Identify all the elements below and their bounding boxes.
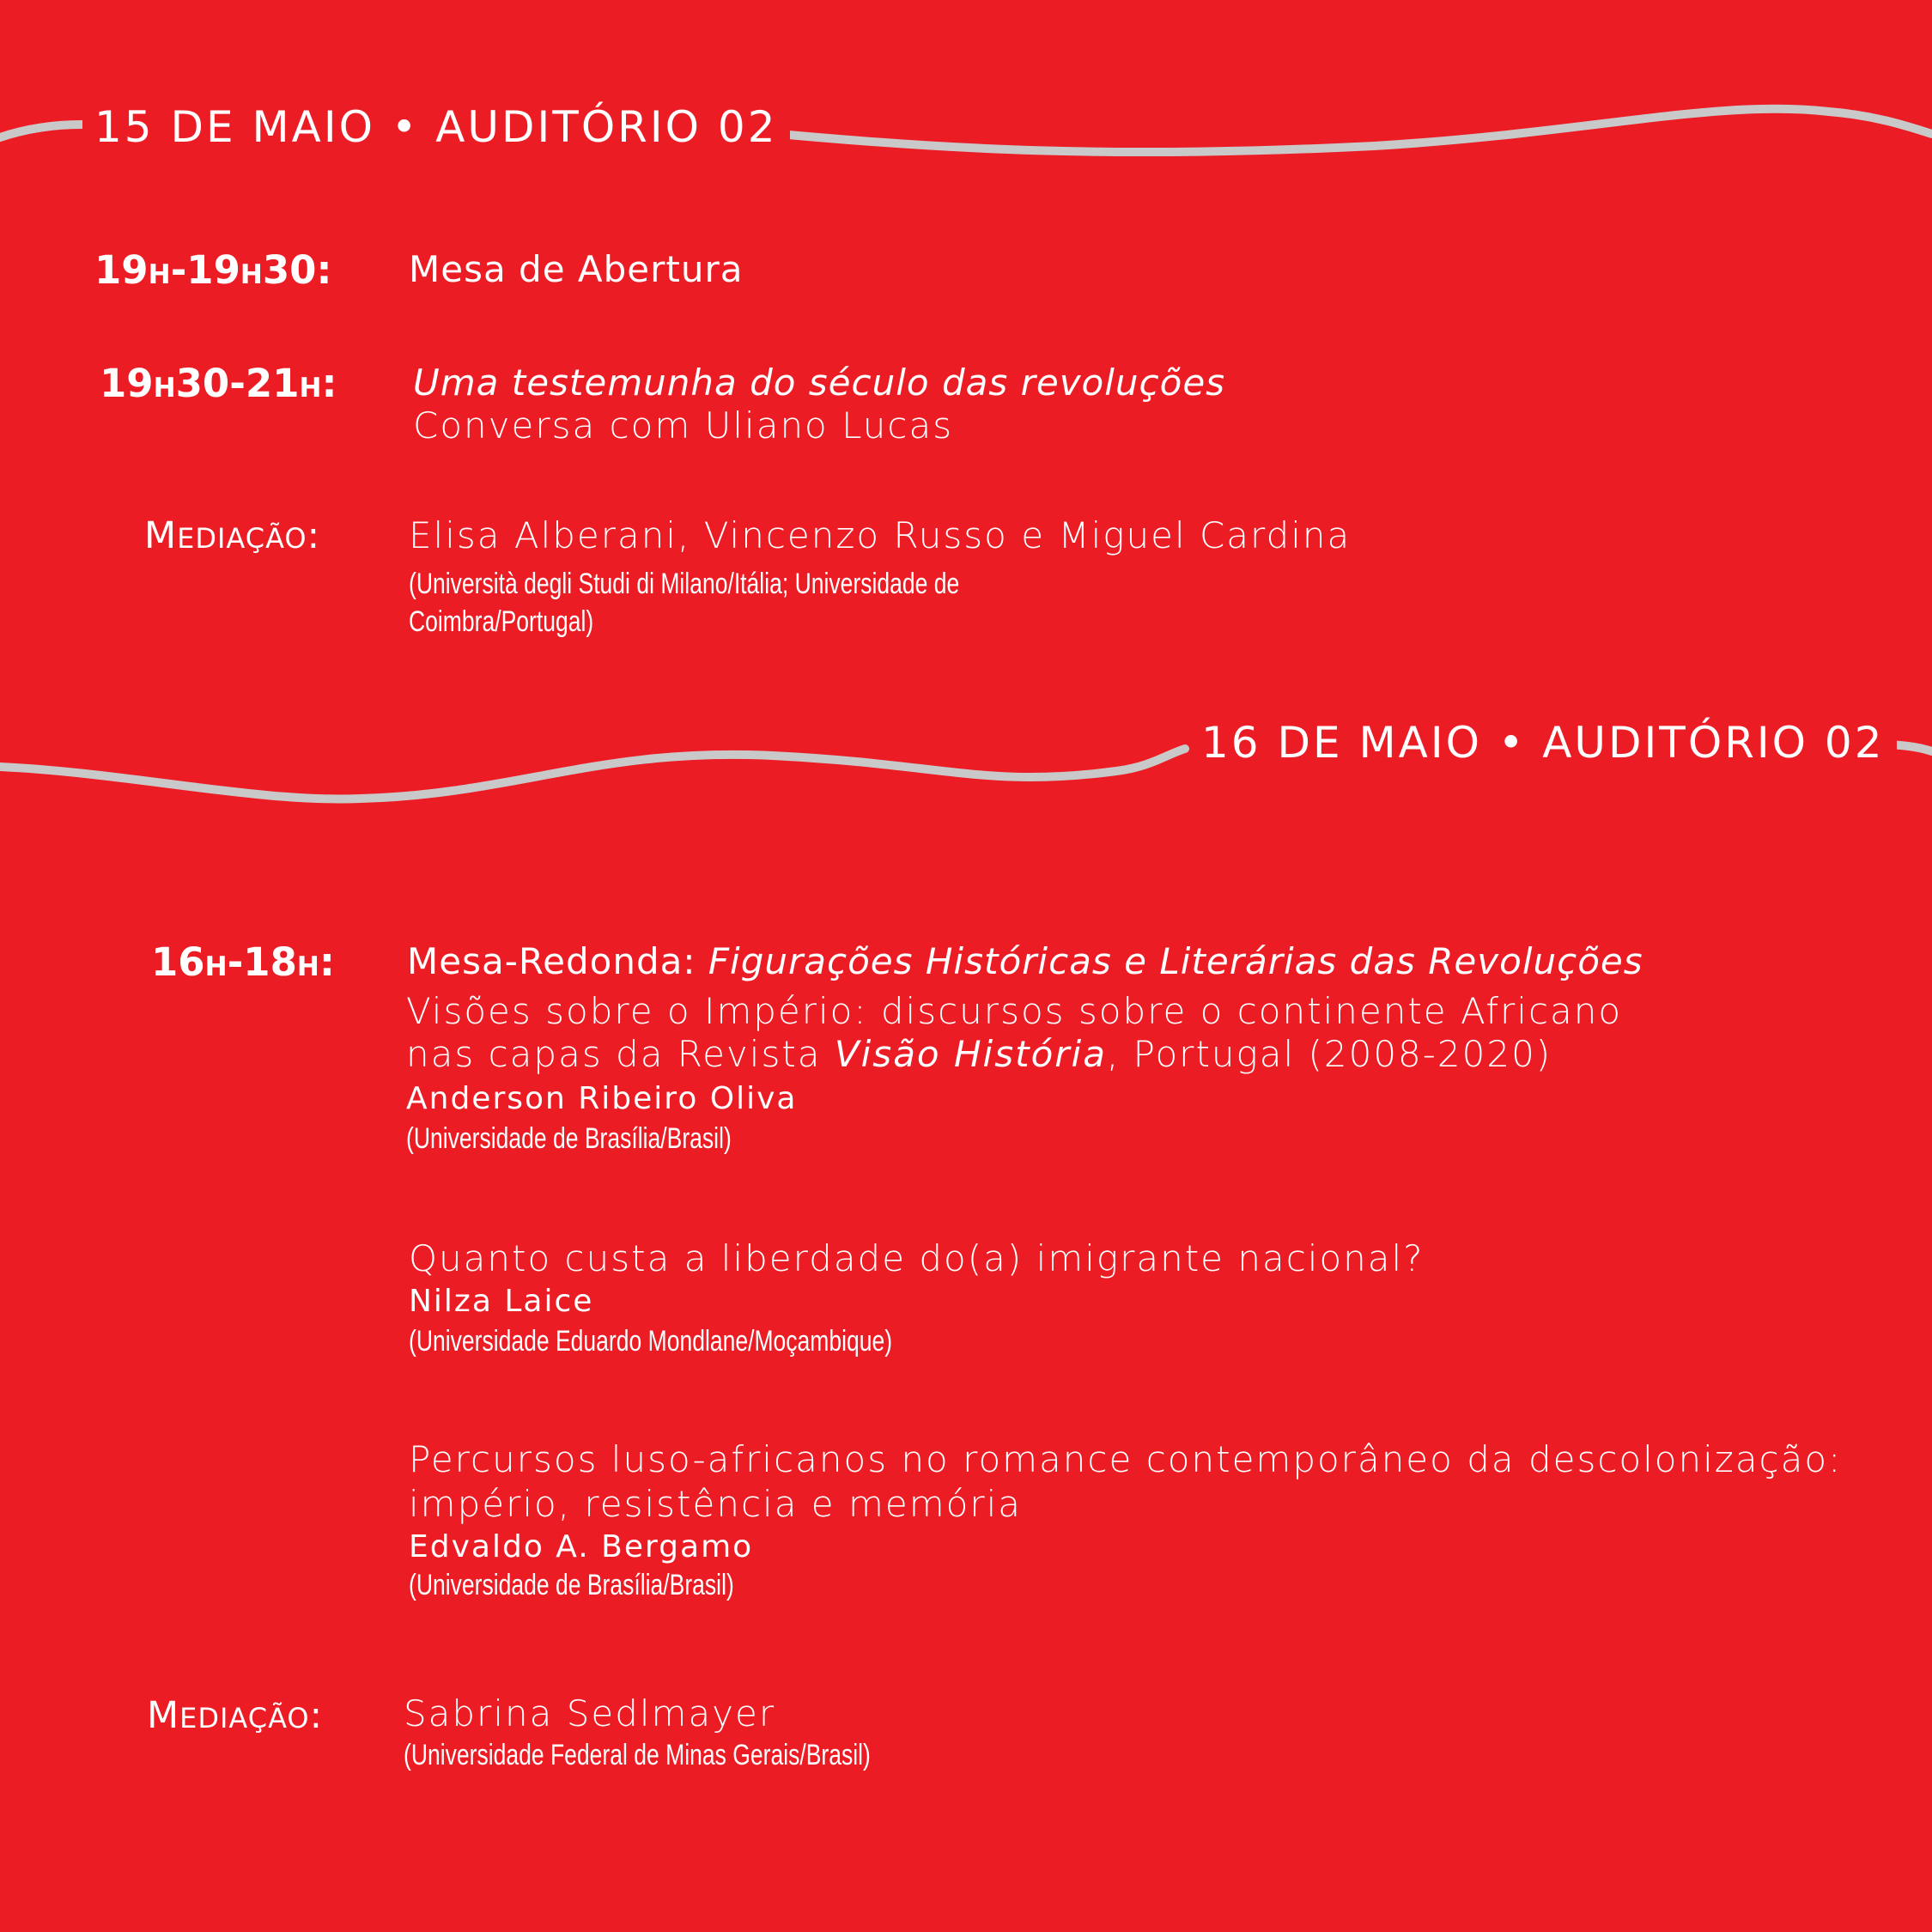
talk1-title-line2: nas capas da Revista Visão História, Portugal (2008-2020) [406,1033,1552,1075]
day1-slot2-time: 19H30-21H: [100,361,337,406]
talk1-inst: (Universidade de Brasília/Brasil) [406,1122,732,1155]
talk2-title: Quanto custa a liberdade do(a) imigrante nacional? [409,1237,1425,1279]
talk3-title-line2: império, resistência e memória [409,1483,1023,1525]
day1-slot1-time: 19H-19H30: [94,247,332,293]
talk2-inst: (Universidade Eduardo Mondlane/Moçambique) [409,1325,893,1358]
day1-mediacao-label: MEDIAÇÃO: [144,514,321,557]
day1-slot2-subtitle: Conversa com Uliano Lucas [413,404,954,447]
talk1-author: Anderson Ribeiro Oliva [406,1081,798,1116]
day1-slot2-title: Uma testemunha do século das revoluções [413,361,1226,404]
day1-header: 15 DE MAIO • AUDITÓRIO 02 [82,101,790,153]
day2-header: 16 DE MAIO • AUDITÓRIO 02 [1189,717,1897,769]
talk2-author: Nilza Laice [409,1284,594,1319]
day2-slot1-title: Mesa-Redonda: Figurações Históricas e Literárias das Revoluções [407,940,1643,982]
talk3-title-line1: Percursos luso-africanos no romance contemporâneo da descolonização: [409,1438,1843,1480]
day2-mediacao-label: MEDIAÇÃO: [147,1694,324,1737]
day1-mediacao-inst-1: (Università degli Studi di Milano/Itália; Universidade de [409,568,960,600]
talk3-inst: (Universidade de Brasília/Brasil) [409,1569,734,1601]
talk1-title-line1: Visões sobre o Império: discursos sobre o continente Africano [406,990,1623,1032]
day2-mediacao-inst: (Universidade Federal de Minas Gerais/Brasil) [404,1739,871,1771]
day2-slot1-time: 16H-18H: [151,939,335,985]
day2-mediacao-name: Sabrina Sedlmayer [404,1692,776,1735]
day1-mediacao-inst-2: Coimbra/Portugal) [409,605,594,638]
day1-slot1-title: Mesa de Abertura [409,248,744,290]
day1-mediacao-names: Elisa Alberani, Vincenzo Russo e Miguel Cardina [409,514,1352,556]
talk3-author: Edvaldo A. Bergamo [409,1529,754,1564]
